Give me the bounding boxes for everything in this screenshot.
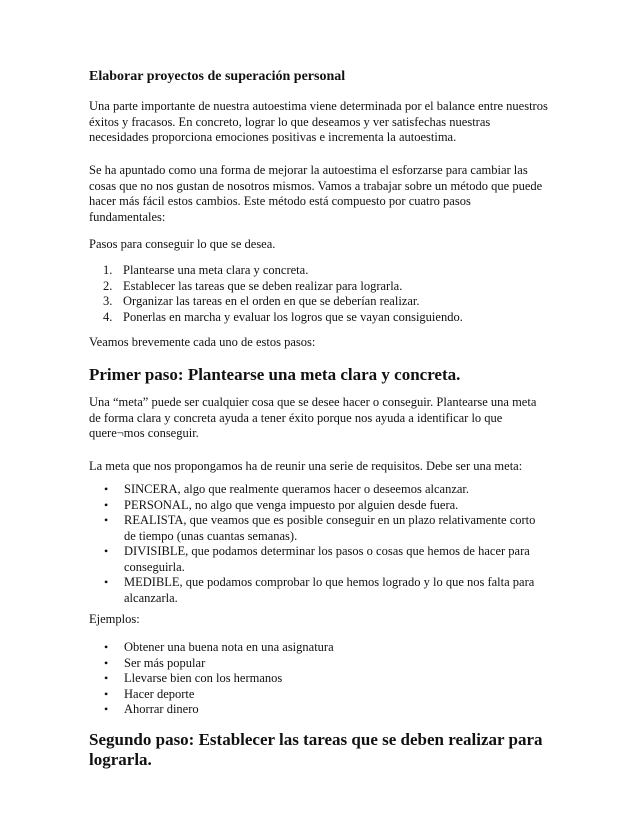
requirements-list [89, 482, 559, 606]
list-item [89, 544, 559, 575]
section-heading-first-step: Primer paso: Plantearse una meta clara y concreta. [89, 365, 461, 384]
text-line: de forma clara y concreta ayuda a tener éxito porque nos ayuda a identificar lo que [89, 410, 503, 425]
list-item-text: Organizar las tareas en el orden en que se deberían realizar. [123, 294, 420, 308]
list-item [89, 640, 559, 656]
list-item-text: Ponerlas en marcha y evaluar los logros que se vayan consiguiendo. [123, 309, 463, 324]
list-item [89, 263, 559, 279]
bullet-icon: • [104, 575, 109, 589]
document-title: Elaborar proyectos de superación personal [89, 69, 346, 84]
paragraph-examples-intro: Ejemplos: [89, 612, 140, 626]
list-item-text: MEDIBLE, que podamos comprobar lo que hemos logrado y lo que nos falta para [124, 575, 535, 589]
list-item-text: Hacer deporte [124, 686, 195, 701]
list-item-text: REALISTA, que veamos que es posible conseguir en un plazo relativamente corto [124, 513, 536, 527]
list-item [89, 294, 559, 310]
list-item-text-continued: alcanzarla. [124, 590, 178, 605]
bullet-icon: • [104, 482, 109, 496]
list-item [89, 656, 559, 672]
paragraph-overview: Veamos brevemente cada uno de estos pasos: [89, 335, 316, 349]
text-line: Una “meta” puede ser cualquier cosa que se desee hacer o conseguir. Plantearse una meta [89, 395, 537, 409]
paragraph-steps-intro: Pasos para conseguir lo que se desea. [89, 237, 276, 251]
list-item-text: Establecer las tareas que se deben realizar para lograrla. [123, 278, 403, 293]
bullet-icon: • [104, 671, 109, 685]
paragraph-intro [89, 99, 559, 146]
text-line: éxitos y fracasos. En concreto, lograr lo que deseamos y ver satisfechas nuestras [89, 114, 491, 129]
list-item [89, 671, 559, 687]
list-item-text: Llevarse bien con los hermanos [124, 671, 283, 685]
list-item [89, 687, 559, 703]
bullet-icon: • [104, 702, 109, 716]
bullet-icon: • [104, 513, 109, 527]
bullet-icon: • [104, 655, 109, 670]
bullet-icon: • [104, 686, 109, 701]
list-item [89, 498, 559, 514]
list-item-text: Plantearse una meta clara y concreta. [123, 263, 309, 277]
list-number: 1. [103, 263, 113, 277]
list-item-text: Obtener una buena nota en una asignatura [124, 640, 334, 654]
paragraph-requirements-intro: La meta que nos propongamos ha de reunir una serie de requisitos. Debe ser una meta: [89, 459, 523, 473]
paragraph-method [89, 163, 559, 225]
text-line: necesidades proporciona emociones positivas e incrementa la autoestima. [89, 130, 457, 144]
list-item-text: Ser más popular [124, 655, 206, 670]
list-item [89, 513, 559, 544]
list-item-text-continued: de tiempo (unas cuantas semanas). [124, 528, 298, 543]
list-item [89, 702, 559, 718]
paragraph-meta-definition [89, 395, 559, 442]
list-item [89, 279, 559, 295]
list-number: 2. [103, 278, 113, 293]
text-line: quere¬mos conseguir. [89, 426, 199, 440]
list-item [89, 482, 559, 498]
text-line: Una parte importante de nuestra autoestima viene determinada por el balance entre nuestros [89, 99, 548, 113]
bullet-icon: • [104, 544, 109, 558]
steps-list [89, 263, 559, 325]
list-item-text: PERSONAL, no algo que venga impuesto por alguien desde fuera. [124, 497, 459, 512]
text-line: Se ha apuntado como una forma de mejorar la autoestima el esforzarse para cambiar las [89, 163, 528, 177]
list-item-text: Ahorrar dinero [124, 702, 199, 716]
list-item [89, 575, 559, 606]
list-number: 3. [103, 294, 113, 308]
text-line: fundamentales: [89, 209, 166, 224]
section-heading-second-step: Segundo paso: Establecer las tareas que se deben realizar para lograrla. [89, 730, 543, 769]
text-line: cosas que no nos gustan de nosotros mismos. Vamos a trabajar sobre un método que puede [89, 178, 543, 193]
bullet-icon: • [104, 640, 109, 654]
examples-list [89, 640, 559, 718]
text-line: hacer más fácil estos cambios. Este método está compuesto por cuatro pasos [89, 194, 471, 208]
list-item-text: DIVISIBLE, que podamos determinar los pasos o cosas que hemos de hacer para [124, 544, 530, 558]
list-item-text-continued: conseguirla. [124, 559, 185, 574]
bullet-icon: • [104, 497, 109, 512]
list-item-text: SINCERA, algo que realmente queramos hacer o deseemos alcanzar. [124, 482, 470, 496]
list-number: 4. [103, 309, 113, 324]
list-item [89, 310, 559, 326]
